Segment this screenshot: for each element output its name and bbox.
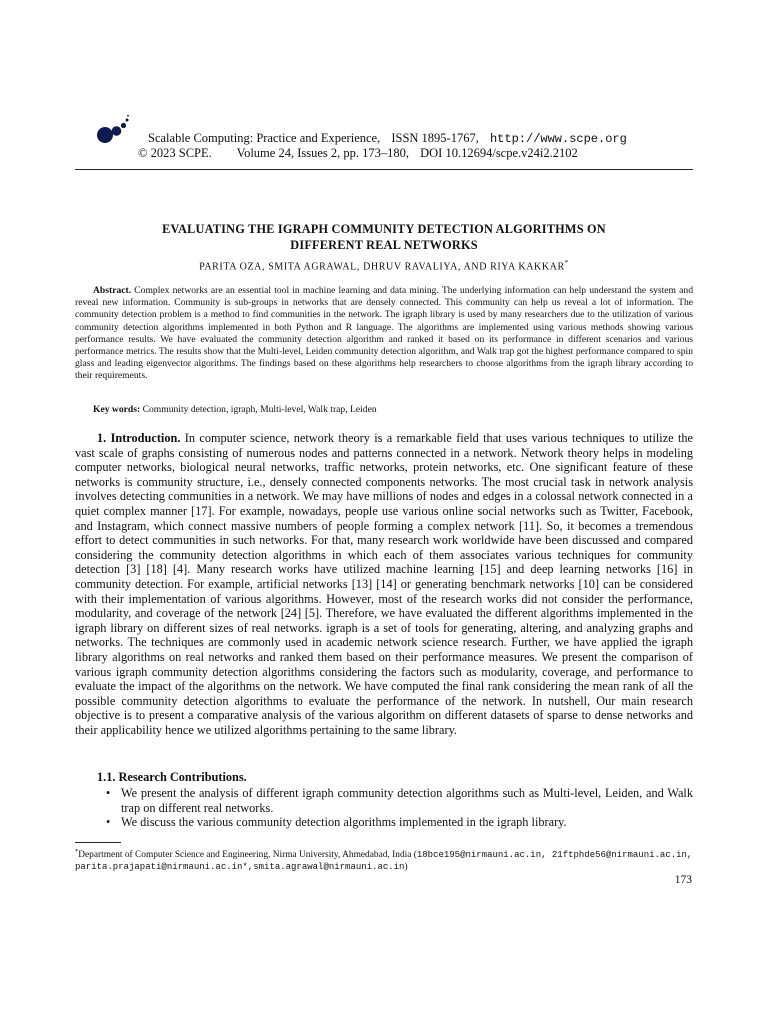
volume-info: Volume 24, Issues 2, pp. 173–180, — [236, 146, 409, 160]
doi: DOI 10.12694/scpe.v24i2.2102 — [420, 146, 578, 160]
journal-url[interactable]: http://www.scpe.org — [489, 132, 627, 146]
footnote-affiliation: Department of Computer Science and Engineering, Nirma University, Ahmedabad, India ( — [78, 850, 417, 861]
list-item — [75, 815, 693, 830]
scpe-logo — [96, 114, 136, 146]
authors-text: PARITA OZA, SMITA AGRAWAL, DHRUV RAVALIYA, AND RIYA KAKKAR — [199, 261, 565, 273]
header-rule — [75, 169, 693, 170]
research-contributions-heading: 1.1. Research Contributions. — [97, 770, 247, 784]
author-footnote-mark: * — [564, 259, 569, 267]
introduction-section — [75, 431, 693, 737]
keywords — [93, 404, 377, 415]
contribution-text: We present the analysis of different igraph community detection algorithms such as Multi-level, Leiden, and Walk trap on different real networks. — [121, 786, 693, 815]
footnote — [75, 846, 699, 873]
bullet-icon: • — [106, 786, 111, 800]
copyright: © 2023 SCPE. — [138, 146, 212, 160]
footnote-close: ) — [404, 862, 408, 873]
list-item — [75, 786, 693, 815]
issn: ISSN 1895-1767, — [391, 131, 479, 145]
intro-text: In computer science, network theory is a remarkable field that uses various techniques to utilize the vast scale of graphs consisting of numerous nodes and patterns connected in a network. Network theory helps in modeling computer networks, biological neural networks, traffic networks, protein networks, etc. One significant feature of these networks is community structure, i.e., densely connected components networks. The most crucial task in network analysis involves detecting communities in a network. We may have millions of nodes and edges in a colossal network connected in a quiet complex manner [17]. For example, nowadays, people use various online social networks such as Twitter, Facebook, and Instagram, which connect massive numbers of people forming a complex network [11]. So, it becomes a tremendous effort to detect communities in such networks. For that, many research work worldwide have been discussed and compared considering the community detection algorithms in which each of them associates various techniques for community detection [3] [18] [4]. Many research works have utilized machine learning [15] and deep learning networks [16] in community detection. For example, artificial networks [13] [14] or generating benchmark networks [10] can be considered with their implementation of various algorithms. However, most of the research works did not consider the performance, modularity, and coverage of the network [24] [5]. Therefore, we have evaluated the different algorithms implemented in the igraph library on different sizes of real networks. igraph is a set of tools for generating, altering, and analyzing graphs and networks. The techniques are commonly used in academic network science research. Further, we have applied the igraph library algorithms on real networks and ranked them based on their performance measures. We present the comparison of various igraph community detection algorithms considering the factors such as modularity, coverage, and performance to evaluate the impact of the algorithms on the network. We have computed the final rank considering the mean rank of all the possible community detection algorithms to evaluate the performance of the network. In nutshell, Our main research objective is to present a comparative analysis of the various algorithm on different datasets of sparse to dense networks and their applicability hence we utilized algorithms pertaining to the same library. — [75, 431, 694, 737]
contributions-list — [75, 786, 693, 830]
paper-title — [75, 221, 693, 253]
page-number: 173 — [674, 874, 692, 886]
contribution-text: We discuss the various community detection algorithms implemented in the igraph library. — [121, 815, 567, 830]
title-line-2: DIFFERENT REAL NETWORKS — [290, 238, 478, 252]
footnote-rule — [75, 842, 121, 843]
abstract-text: Complex networks are an essential tool in machine learning and data mining. The underlying information can help understand the system and reveal new information. Community is sub-groups in networks that are densely connected. This community can help us reveal a lot of information. The community detection problem is a method to find communities in the network. The igraph library is used by many researchers due to the utilization of various community detection algorithms implemented in both Python and R language. The algorithms are implemented using various methods showing various performance results. We have evaluated the community detection algorithm and ranked it based on its performance in different scenarios and various performance metrics. The results show that the Multi-level, Leiden community detection algorithm, and Walk trap got the highest performance compared to spin glass and leading eigenvector algorithms. The findings based on these algorithms help researchers to choose algorithms from the igraph library according to their requirements. — [75, 285, 693, 382]
intro-heading: 1. Introduction. — [97, 431, 181, 445]
keywords-label: Key words: — [93, 404, 141, 415]
keywords-text: Community detection, igraph, Multi-level, Walk trap, Leiden — [142, 404, 377, 415]
abstract — [75, 285, 693, 383]
footnote-mark: * — [75, 848, 79, 855]
abstract-label: Abstract. — [93, 285, 132, 296]
title-line-1: EVALUATING THE IGRAPH COMMUNITY DETECTION ALGORITHMS ON — [162, 222, 606, 236]
bullet-icon: • — [106, 815, 111, 830]
journal-name: Scalable Computing: Practice and Experience, — [148, 131, 381, 145]
author-list — [75, 259, 693, 272]
footnote-emails: 18bce195@nirmauni.ac.in, 21ftphde56@nirmauni.ac.in, parita.prajapati@nirmauni.ac.in*,smita.agrawal@nirmauni.ac.in — [75, 850, 693, 873]
journal-header-line1 — [148, 131, 627, 146]
journal-header-line2 — [138, 146, 578, 161]
